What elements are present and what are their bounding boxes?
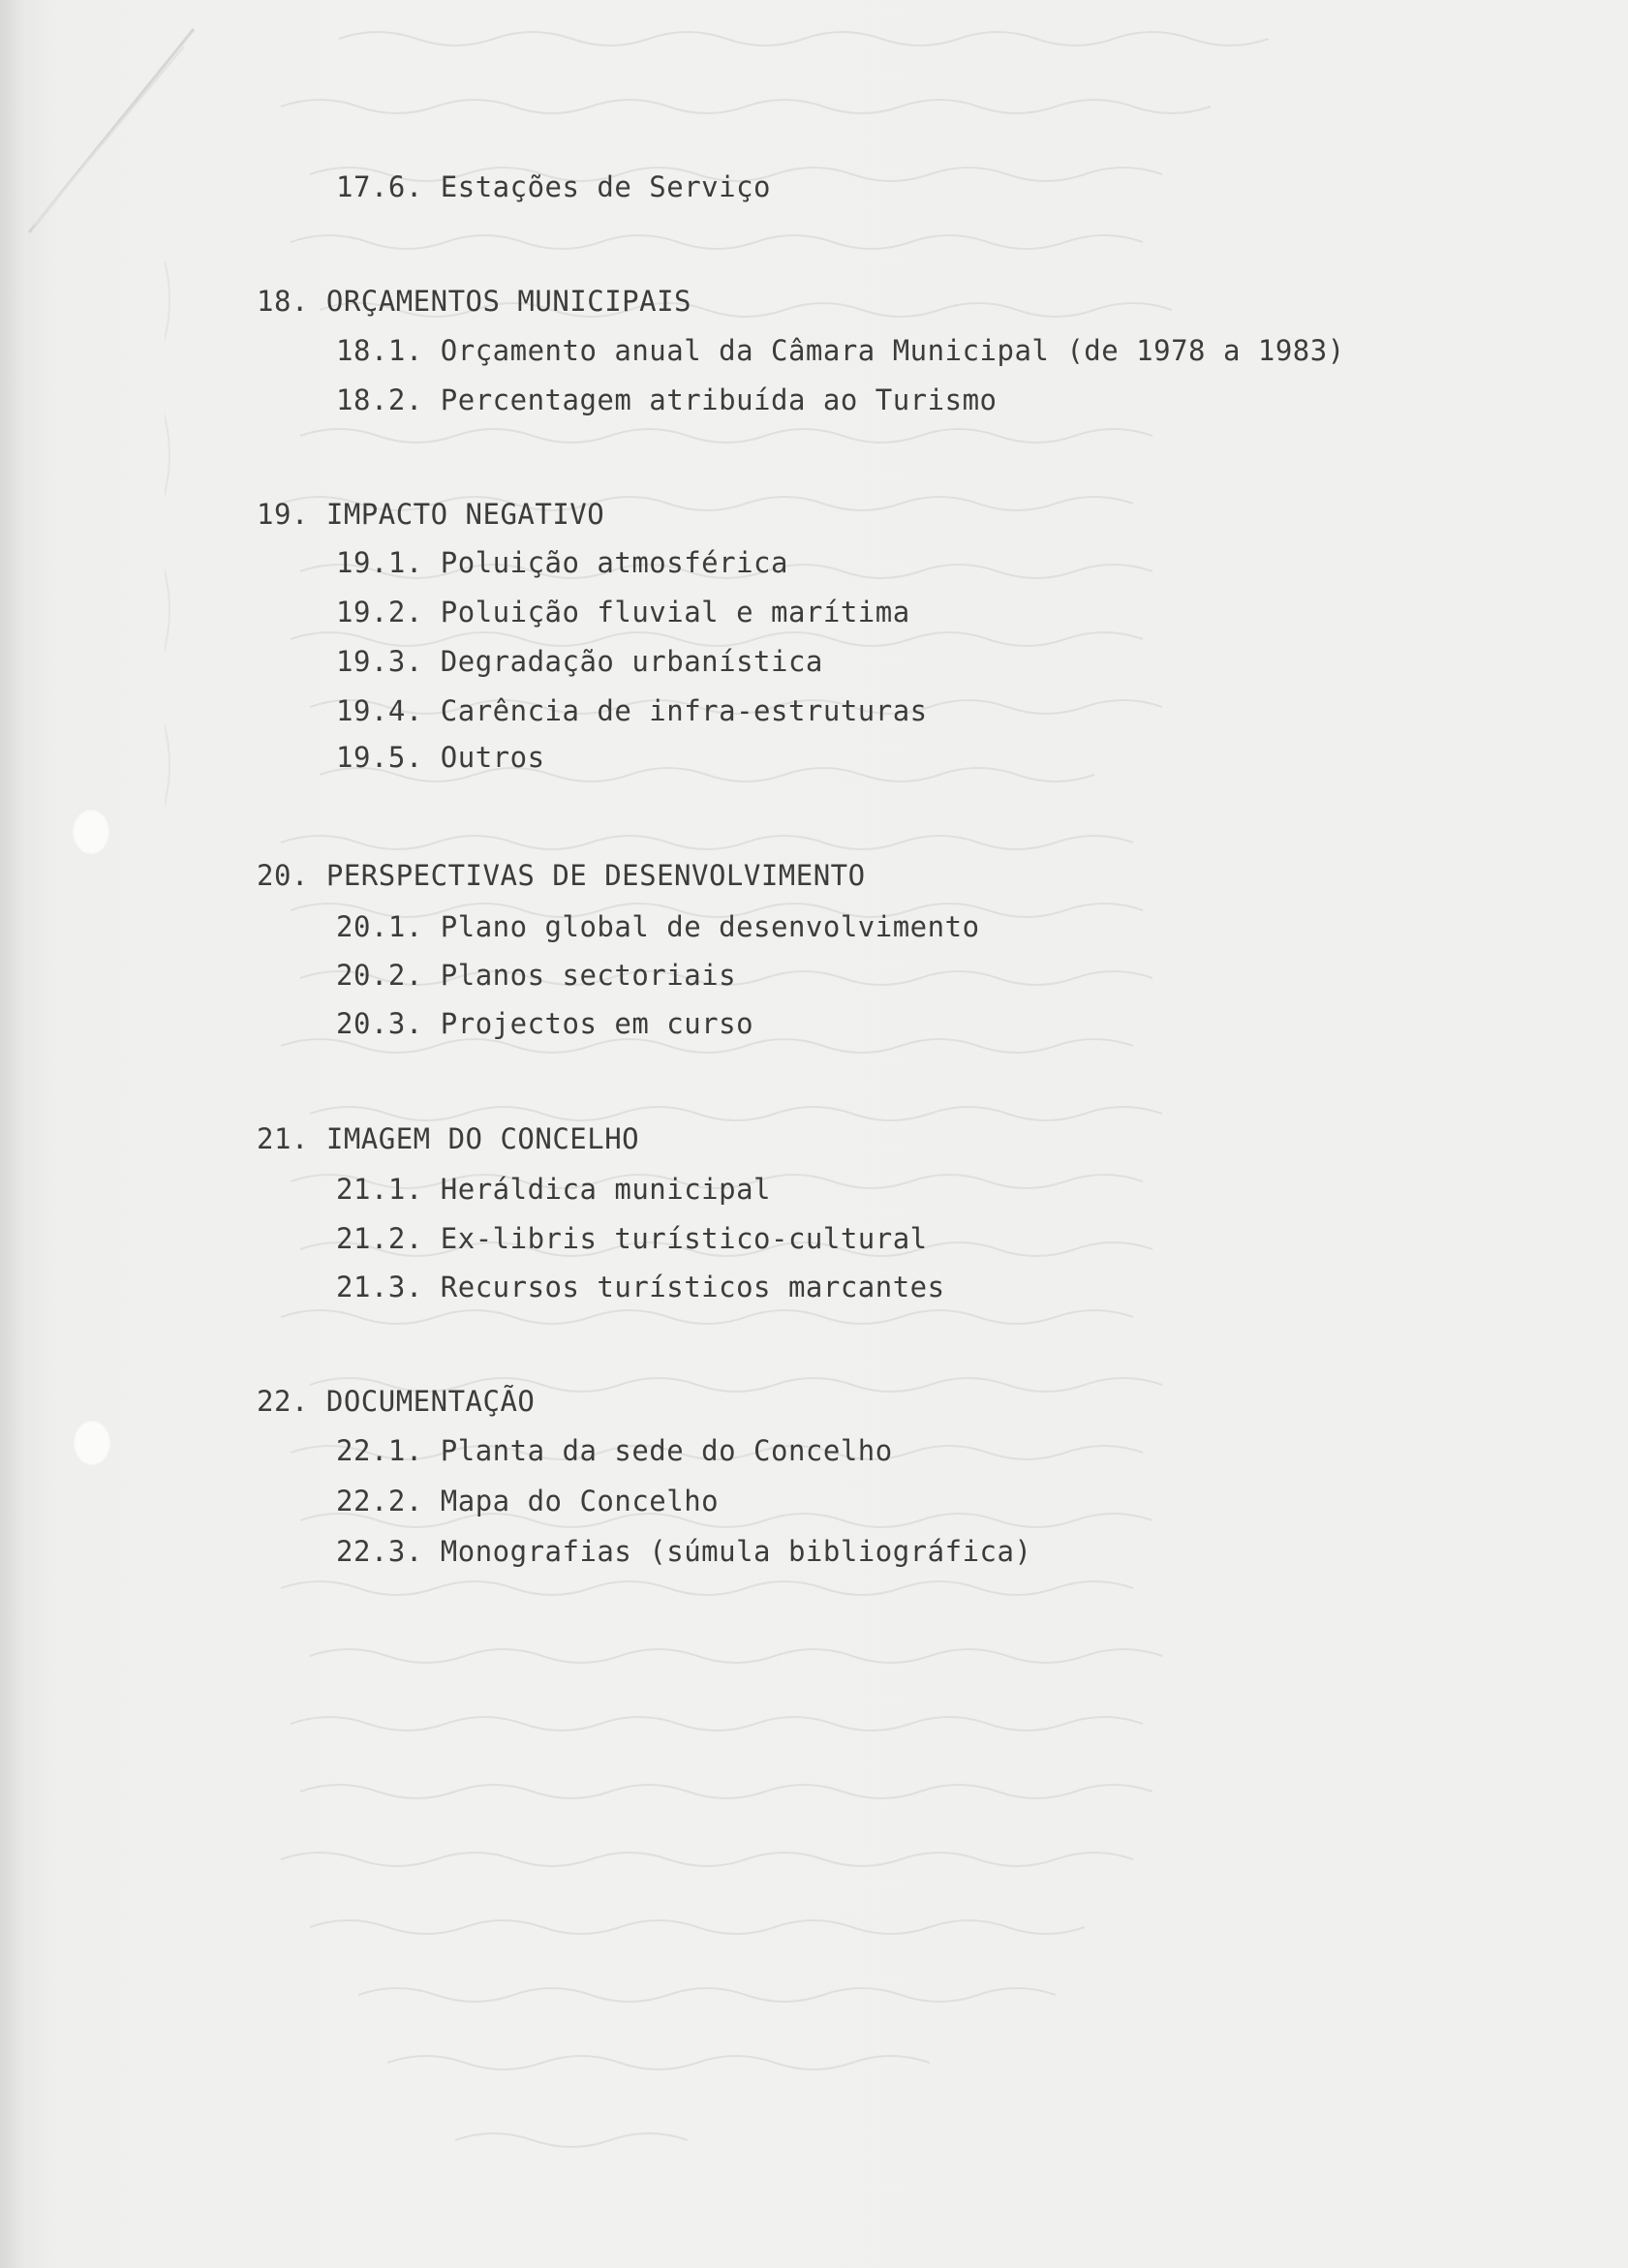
item-number: 19.5.: [336, 741, 423, 774]
item-19-2: [336, 597, 910, 628]
item-number: 20.2.: [336, 959, 423, 992]
item-text: Heráldica municipal: [440, 1173, 772, 1206]
item-number: 21.3.: [336, 1271, 423, 1303]
section-21-heading: [257, 1123, 639, 1154]
item-text: Poluição fluvial e marítima: [440, 596, 910, 628]
item-20-2: [336, 960, 736, 991]
paper-edge: [0, 0, 27, 2268]
item-21-3: [336, 1272, 945, 1303]
item-22-2: [336, 1486, 719, 1517]
item-number: 18.2.: [336, 383, 423, 416]
item-21-2: [336, 1223, 928, 1254]
item-22-3: [336, 1536, 1031, 1567]
item-text: Carência de infra-estruturas: [440, 694, 928, 727]
item-17-6: [336, 171, 771, 202]
punch-hole-lower: [73, 1420, 111, 1466]
item-text: Projectos em curso: [440, 1007, 754, 1040]
section-title: IMPACTO NEGATIVO: [325, 498, 605, 531]
item-18-2: [336, 384, 997, 415]
item-20-3: [336, 1008, 753, 1039]
section-19-heading: [257, 499, 604, 530]
section-number: 19.: [257, 498, 309, 531]
section-title: DOCUMENTAÇÃO: [325, 1385, 536, 1418]
section-title: PERSPECTIVAS DE DESENVOLVIMENTO: [325, 859, 866, 892]
section-22-heading: [257, 1386, 535, 1417]
punch-hole-upper: [72, 809, 110, 855]
item-text: Degradação urbanística: [440, 645, 823, 678]
item-number: 19.3.: [336, 645, 423, 678]
item-text: Monografias (súmula bibliográfica): [440, 1535, 1032, 1568]
item-text: Estações de Serviço: [440, 170, 772, 203]
item-20-1: [336, 911, 980, 942]
item-22-1: [336, 1435, 893, 1466]
item-number: 19.1.: [336, 546, 423, 579]
item-19-4: [336, 695, 928, 726]
item-number: 19.4.: [336, 694, 423, 727]
item-number: 21.2.: [336, 1222, 423, 1255]
item-number: 20.1.: [336, 910, 423, 943]
item-19-1: [336, 547, 788, 578]
item-number: 22.1.: [336, 1434, 423, 1467]
item-text: Outros: [440, 741, 545, 774]
item-number: 22.2.: [336, 1485, 423, 1517]
section-title: ORÇAMENTOS MUNICIPAIS: [325, 285, 692, 318]
item-number: 17.6.: [336, 170, 423, 203]
item-text: Planta da sede do Concelho: [440, 1434, 893, 1467]
item-number: 22.3.: [336, 1535, 423, 1568]
item-text: Plano global de desenvolvimento: [440, 910, 980, 943]
section-number: 21.: [257, 1122, 309, 1155]
item-text: Recursos turísticos marcantes: [440, 1271, 945, 1303]
item-number: 18.1.: [336, 334, 423, 367]
section-20-heading: [257, 860, 866, 891]
section-number: 18.: [257, 285, 309, 318]
section-number: 22.: [257, 1385, 309, 1418]
item-number: 20.3.: [336, 1007, 423, 1040]
item-text: Poluição atmosférica: [440, 546, 788, 579]
item-21-1: [336, 1174, 771, 1205]
section-number: 20.: [257, 859, 309, 892]
item-19-3: [336, 646, 823, 677]
item-text: Percentagem atribuída ao Turismo: [440, 383, 998, 416]
item-number: 19.2.: [336, 596, 423, 628]
section-18-heading: [257, 286, 691, 317]
item-text: Ex-libris turístico-cultural: [440, 1222, 928, 1255]
section-title: IMAGEM DO CONCELHO: [325, 1122, 640, 1155]
item-text: Mapa do Concelho: [440, 1485, 720, 1517]
item-number: 21.1.: [336, 1173, 423, 1206]
item-18-1: [336, 335, 1345, 366]
item-19-5: [336, 742, 545, 773]
item-text: Planos sectoriais: [440, 959, 737, 992]
item-text: Orçamento anual da Câmara Municipal (de 1978 a 1983): [440, 334, 1345, 367]
